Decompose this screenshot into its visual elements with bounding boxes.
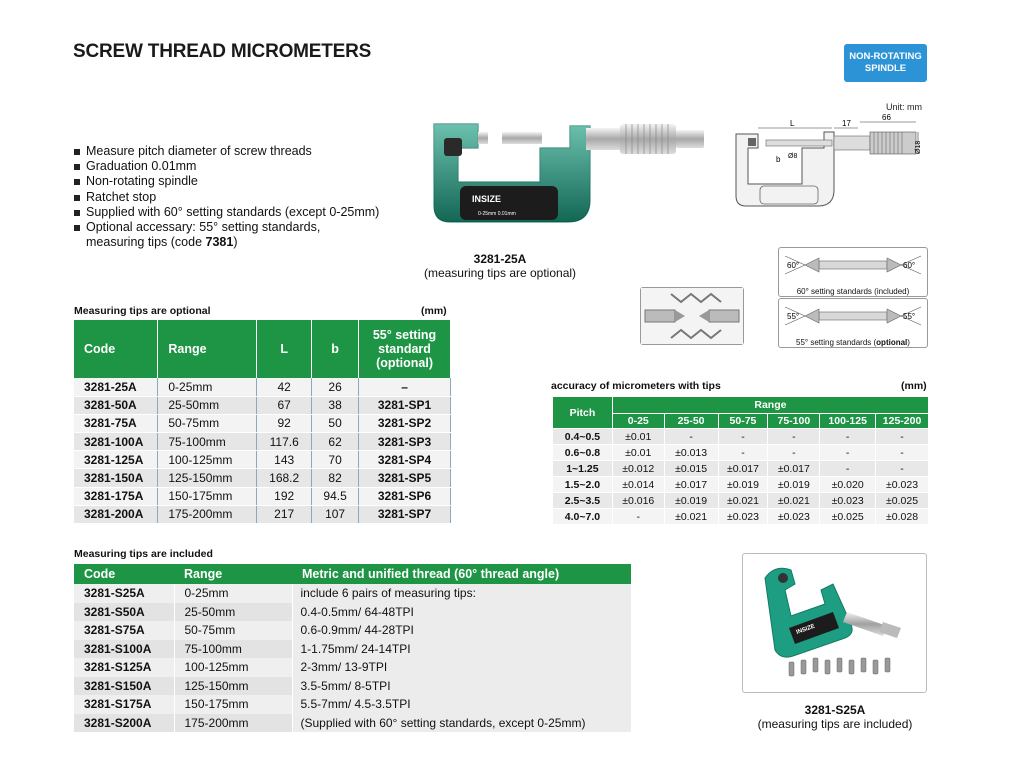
- setting-standard-55-caption: [779, 338, 927, 347]
- page-title: SCREW THREAD MICROMETERS: [73, 41, 372, 62]
- feature-cont-text: measuring tips (code: [86, 235, 206, 250]
- table-row: [74, 505, 451, 523]
- angle-55-left: 55°: [787, 312, 800, 321]
- cell-accuracy: ±0.028: [876, 509, 929, 525]
- cell-L: 168.2: [257, 469, 312, 487]
- col-thread-spec: Metric and unified thread (60° thread angle): [292, 564, 631, 584]
- optional-tips-table: [74, 320, 451, 524]
- cell-code: 3281-25A: [74, 378, 158, 396]
- cell-code: 3281-125A: [74, 451, 158, 469]
- accuracy-unit: (mm): [901, 380, 927, 392]
- main-product-code: 3281-25A: [473, 252, 527, 266]
- cell-setting-standard: 3281-SP5: [359, 469, 451, 487]
- accuracy-table: [552, 396, 929, 525]
- cell-accuracy: -: [876, 445, 929, 461]
- cell-accuracy: ±0.01: [612, 445, 664, 461]
- cell-accuracy: ±0.025: [820, 509, 876, 525]
- cell-code: 3281-S150A: [74, 677, 174, 696]
- micrometer-3281-25A-image: [420, 118, 720, 248]
- col-range-1: 25-50: [664, 414, 718, 429]
- cell-accuracy: ±0.014: [612, 477, 664, 493]
- dim-18-label: Ø18: [915, 140, 922, 154]
- included-tips-table: [74, 564, 631, 732]
- cell-accuracy: ±0.021: [768, 493, 820, 509]
- thread-closeup-image: [640, 287, 744, 345]
- cell-accuracy: ±0.021: [664, 509, 718, 525]
- cell-pitch: 1.5~2.0: [553, 477, 613, 493]
- cell-setting-standard: 3281-SP1: [359, 396, 451, 414]
- cell-b: 62: [312, 433, 359, 451]
- table-row: [553, 493, 929, 509]
- feature-item: Optional accessary: 55° setting standards,: [74, 220, 379, 235]
- brand-logo-text: INSIZE: [472, 194, 502, 204]
- cell-range: 75-100mm: [158, 433, 257, 451]
- dim-b-label: b: [776, 155, 781, 164]
- caption-suffix: ): [906, 287, 910, 296]
- table-row: [74, 695, 631, 714]
- cell-L: 117.6: [257, 433, 312, 451]
- table-row: [74, 677, 631, 696]
- cell-accuracy: ±0.019: [718, 477, 768, 493]
- cell-accuracy: ±0.015: [664, 461, 718, 477]
- cell-range: 125-150mm: [158, 469, 257, 487]
- dim-17-label: 17: [842, 119, 851, 128]
- angle-60-left: 60°: [787, 261, 800, 270]
- cell-code: 3281-175A: [74, 487, 158, 505]
- table-row: [74, 714, 631, 733]
- table-row: [553, 445, 929, 461]
- cell-setting-standard: 3281-SP4: [359, 451, 451, 469]
- cell-L: 192: [257, 487, 312, 505]
- cell-accuracy: ±0.023: [768, 509, 820, 525]
- cell-accuracy: -: [820, 445, 876, 461]
- table-row: [74, 603, 631, 622]
- cell-thread-spec: include 6 pairs of measuring tips:: [292, 584, 631, 603]
- cell-setting-standard: –: [359, 378, 451, 396]
- dimension-diagram: [730, 114, 930, 220]
- cell-thread-spec: 5.5-7mm/ 4.5-3.5TPI: [292, 695, 631, 714]
- table-row: [553, 461, 929, 477]
- cell-L: 92: [257, 414, 312, 432]
- cell-accuracy: ±0.017: [768, 461, 820, 477]
- col-b: b: [312, 320, 359, 378]
- cell-code: 3281-S200A: [74, 714, 174, 733]
- caption-optional: optional: [876, 338, 908, 347]
- table-row: [74, 658, 631, 677]
- badge-line2: SPINDLE: [864, 63, 907, 74]
- cell-range: 125-150mm: [174, 677, 292, 696]
- cell-range: 175-200mm: [158, 505, 257, 523]
- caption-suffix: ): [907, 338, 910, 347]
- cell-range: 0-25mm: [174, 584, 292, 603]
- cell-range: 150-175mm: [158, 487, 257, 505]
- cell-setting-standard: 3281-SP6: [359, 487, 451, 505]
- cell-accuracy: ±0.025: [876, 493, 929, 509]
- setting-standard-55-drawing: [779, 299, 927, 333]
- second-product-note: (measuring tips are included): [757, 717, 913, 731]
- second-product-caption: [735, 703, 935, 731]
- cell-accuracy: ±0.013: [664, 445, 718, 461]
- cell-accuracy: -: [820, 461, 876, 477]
- table-header-row: [553, 397, 929, 414]
- feature-list: [74, 144, 379, 250]
- feature-item: Graduation 0.01mm: [74, 159, 379, 174]
- cell-range: 100-125mm: [174, 658, 292, 677]
- cell-thread-spec: 1-1.75mm/ 24-14TPI: [292, 640, 631, 659]
- dial-text: 0-25mm 0.01mm: [478, 211, 516, 217]
- micrometer-kit-illustration: [743, 554, 926, 692]
- cell-range: 100-125mm: [158, 451, 257, 469]
- cell-range: 75-100mm: [174, 640, 292, 659]
- cell-b: 38: [312, 396, 359, 414]
- dim-66-label: 66: [882, 114, 891, 122]
- micrometer-illustration: [420, 118, 720, 248]
- cell-thread-spec: 0.6-0.9mm/ 44-28TPI: [292, 621, 631, 640]
- feature-close-paren: ): [233, 235, 238, 250]
- col-range-group: Range: [612, 397, 928, 414]
- feature-item: Non-rotating spindle: [74, 174, 379, 189]
- table-row: [74, 396, 451, 414]
- cell-code: 3281-150A: [74, 469, 158, 487]
- cell-accuracy: ±0.023: [718, 509, 768, 525]
- cell-range: 25-50mm: [174, 603, 292, 622]
- cell-setting-standard: 3281-SP2: [359, 414, 451, 432]
- dim-L-label: L: [790, 119, 795, 128]
- micrometer-3281-S25A-image: [742, 553, 927, 693]
- cell-accuracy: ±0.016: [612, 493, 664, 509]
- cell-accuracy: -: [718, 445, 768, 461]
- cell-accuracy: -: [664, 429, 718, 445]
- cell-b: 70: [312, 451, 359, 469]
- main-product-caption: [400, 252, 600, 280]
- col-L: L: [257, 320, 312, 378]
- cell-code: 3281-S125A: [74, 658, 174, 677]
- table-row: [74, 414, 451, 432]
- cell-range: 175-200mm: [174, 714, 292, 733]
- cell-code: 3281-S25A: [74, 584, 174, 603]
- cell-range: 50-75mm: [158, 414, 257, 432]
- table-row: [74, 621, 631, 640]
- caption-prefix: 60° setting standards (: [796, 287, 877, 296]
- cell-code: 3281-S175A: [74, 695, 174, 714]
- table-header-row: [74, 564, 631, 584]
- table-row: [74, 433, 451, 451]
- table-row: [74, 487, 451, 505]
- col-range: Range: [158, 320, 257, 378]
- cell-accuracy: ±0.023: [820, 493, 876, 509]
- cell-code: 3281-100A: [74, 433, 158, 451]
- caption-included: included: [876, 287, 907, 296]
- cell-thread-spec: 2-3mm/ 13-9TPI: [292, 658, 631, 677]
- table-header-row: [74, 320, 451, 378]
- cell-pitch: 1~1.25: [553, 461, 613, 477]
- cell-accuracy: -: [876, 461, 929, 477]
- cell-accuracy: ±0.023: [876, 477, 929, 493]
- cell-code: 3281-S75A: [74, 621, 174, 640]
- cell-code: 3281-S50A: [74, 603, 174, 622]
- cell-L: 67: [257, 396, 312, 414]
- cell-accuracy: -: [612, 509, 664, 525]
- col-code: Code: [74, 564, 174, 584]
- cell-accuracy: -: [820, 429, 876, 445]
- cell-thread-spec: 0.4-0.5mm/ 64-48TPI: [292, 603, 631, 622]
- table-row: [74, 469, 451, 487]
- cell-L: 217: [257, 505, 312, 523]
- cell-L: 143: [257, 451, 312, 469]
- optional-tips-label: Measuring tips are optional: [74, 305, 211, 317]
- non-rotating-spindle-badge: [844, 44, 927, 82]
- cell-b: 107: [312, 505, 359, 523]
- accessory-code: 7381: [205, 235, 234, 250]
- cell-accuracy: ±0.021: [718, 493, 768, 509]
- col-pitch: Pitch: [553, 397, 613, 429]
- angle-55-right: 55°: [903, 312, 916, 321]
- table-row: [74, 378, 451, 396]
- cell-L: 42: [257, 378, 312, 396]
- dimension-drawing: [730, 114, 930, 220]
- table-row: [553, 429, 929, 445]
- unit-label: Unit: mm: [886, 102, 922, 112]
- cell-accuracy: ±0.019: [768, 477, 820, 493]
- second-product-code: 3281-S25A: [804, 703, 866, 717]
- dim-8-label: Ø8: [788, 153, 798, 160]
- table-row: [553, 477, 929, 493]
- feature-continuation: [74, 235, 379, 250]
- cell-accuracy: -: [718, 429, 768, 445]
- cell-accuracy: -: [768, 445, 820, 461]
- cell-thread-spec: 3.5-5mm/ 8-5TPI: [292, 677, 631, 696]
- cell-range: 0-25mm: [158, 378, 257, 396]
- cell-code: 3281-50A: [74, 396, 158, 414]
- cell-code: 3281-200A: [74, 505, 158, 523]
- feature-item: Ratchet stop: [74, 190, 379, 205]
- cell-accuracy: ±0.019: [664, 493, 718, 509]
- cell-range: 50-75mm: [174, 621, 292, 640]
- table-row: [74, 451, 451, 469]
- cell-accuracy: ±0.01: [612, 429, 664, 445]
- cell-accuracy: -: [768, 429, 820, 445]
- cell-pitch: 4.0~7.0: [553, 509, 613, 525]
- cell-thread-spec: (Supplied with 60° setting standards, except 0-25mm): [292, 714, 631, 733]
- angle-60-right: 60°: [903, 261, 916, 270]
- table-row: [553, 509, 929, 525]
- feature-item: Supplied with 60° setting standards (except 0-25mm): [74, 205, 379, 220]
- cell-accuracy: ±0.017: [664, 477, 718, 493]
- setting-standard-60-drawing: [779, 248, 927, 282]
- thread-illustration: [641, 288, 743, 344]
- cell-b: 82: [312, 469, 359, 487]
- cell-setting-standard: 3281-SP3: [359, 433, 451, 451]
- cell-code: 3281-S100A: [74, 640, 174, 659]
- brand-logo-text: INSIZE: [795, 623, 816, 636]
- cell-accuracy: ±0.012: [612, 461, 664, 477]
- caption-prefix: 55° setting standards (: [796, 338, 877, 347]
- cell-pitch: 0.4~0.5: [553, 429, 613, 445]
- cell-pitch: 2.5~3.5: [553, 493, 613, 509]
- main-product-note: (measuring tips are optional): [423, 266, 577, 280]
- table-row: [74, 640, 631, 659]
- included-tips-label: Measuring tips are included: [74, 548, 213, 560]
- col-range-4: 100-125: [820, 414, 876, 429]
- cell-setting-standard: 3281-SP7: [359, 505, 451, 523]
- cell-pitch: 0.6~0.8: [553, 445, 613, 461]
- col-code: Code: [74, 320, 158, 378]
- table-row: [74, 584, 631, 603]
- cell-accuracy: ±0.017: [718, 461, 768, 477]
- col-range-0: 0-25: [612, 414, 664, 429]
- feature-item: Measure pitch diameter of screw threads: [74, 144, 379, 159]
- col-range-5: 125-200: [876, 414, 929, 429]
- col-range-3: 75-100: [768, 414, 820, 429]
- col-range-2: 50-75: [718, 414, 768, 429]
- cell-b: 94.5: [312, 487, 359, 505]
- cell-accuracy: ±0.020: [820, 477, 876, 493]
- badge-line1: NON-ROTATING: [849, 51, 922, 62]
- cell-b: 26: [312, 378, 359, 396]
- setting-standard-60: [778, 247, 928, 297]
- setting-standard-60-caption: [779, 287, 927, 296]
- cell-accuracy: -: [876, 429, 929, 445]
- optional-tips-unit: (mm): [421, 305, 447, 317]
- setting-standard-55: [778, 298, 928, 348]
- cell-range: 25-50mm: [158, 396, 257, 414]
- cell-code: 3281-75A: [74, 414, 158, 432]
- cell-b: 50: [312, 414, 359, 432]
- col-setting-standard: 55° setting standard (optional): [359, 320, 451, 378]
- accuracy-label: accuracy of micrometers with tips: [551, 380, 721, 392]
- cell-range: 150-175mm: [174, 695, 292, 714]
- col-range: Range: [174, 564, 292, 584]
